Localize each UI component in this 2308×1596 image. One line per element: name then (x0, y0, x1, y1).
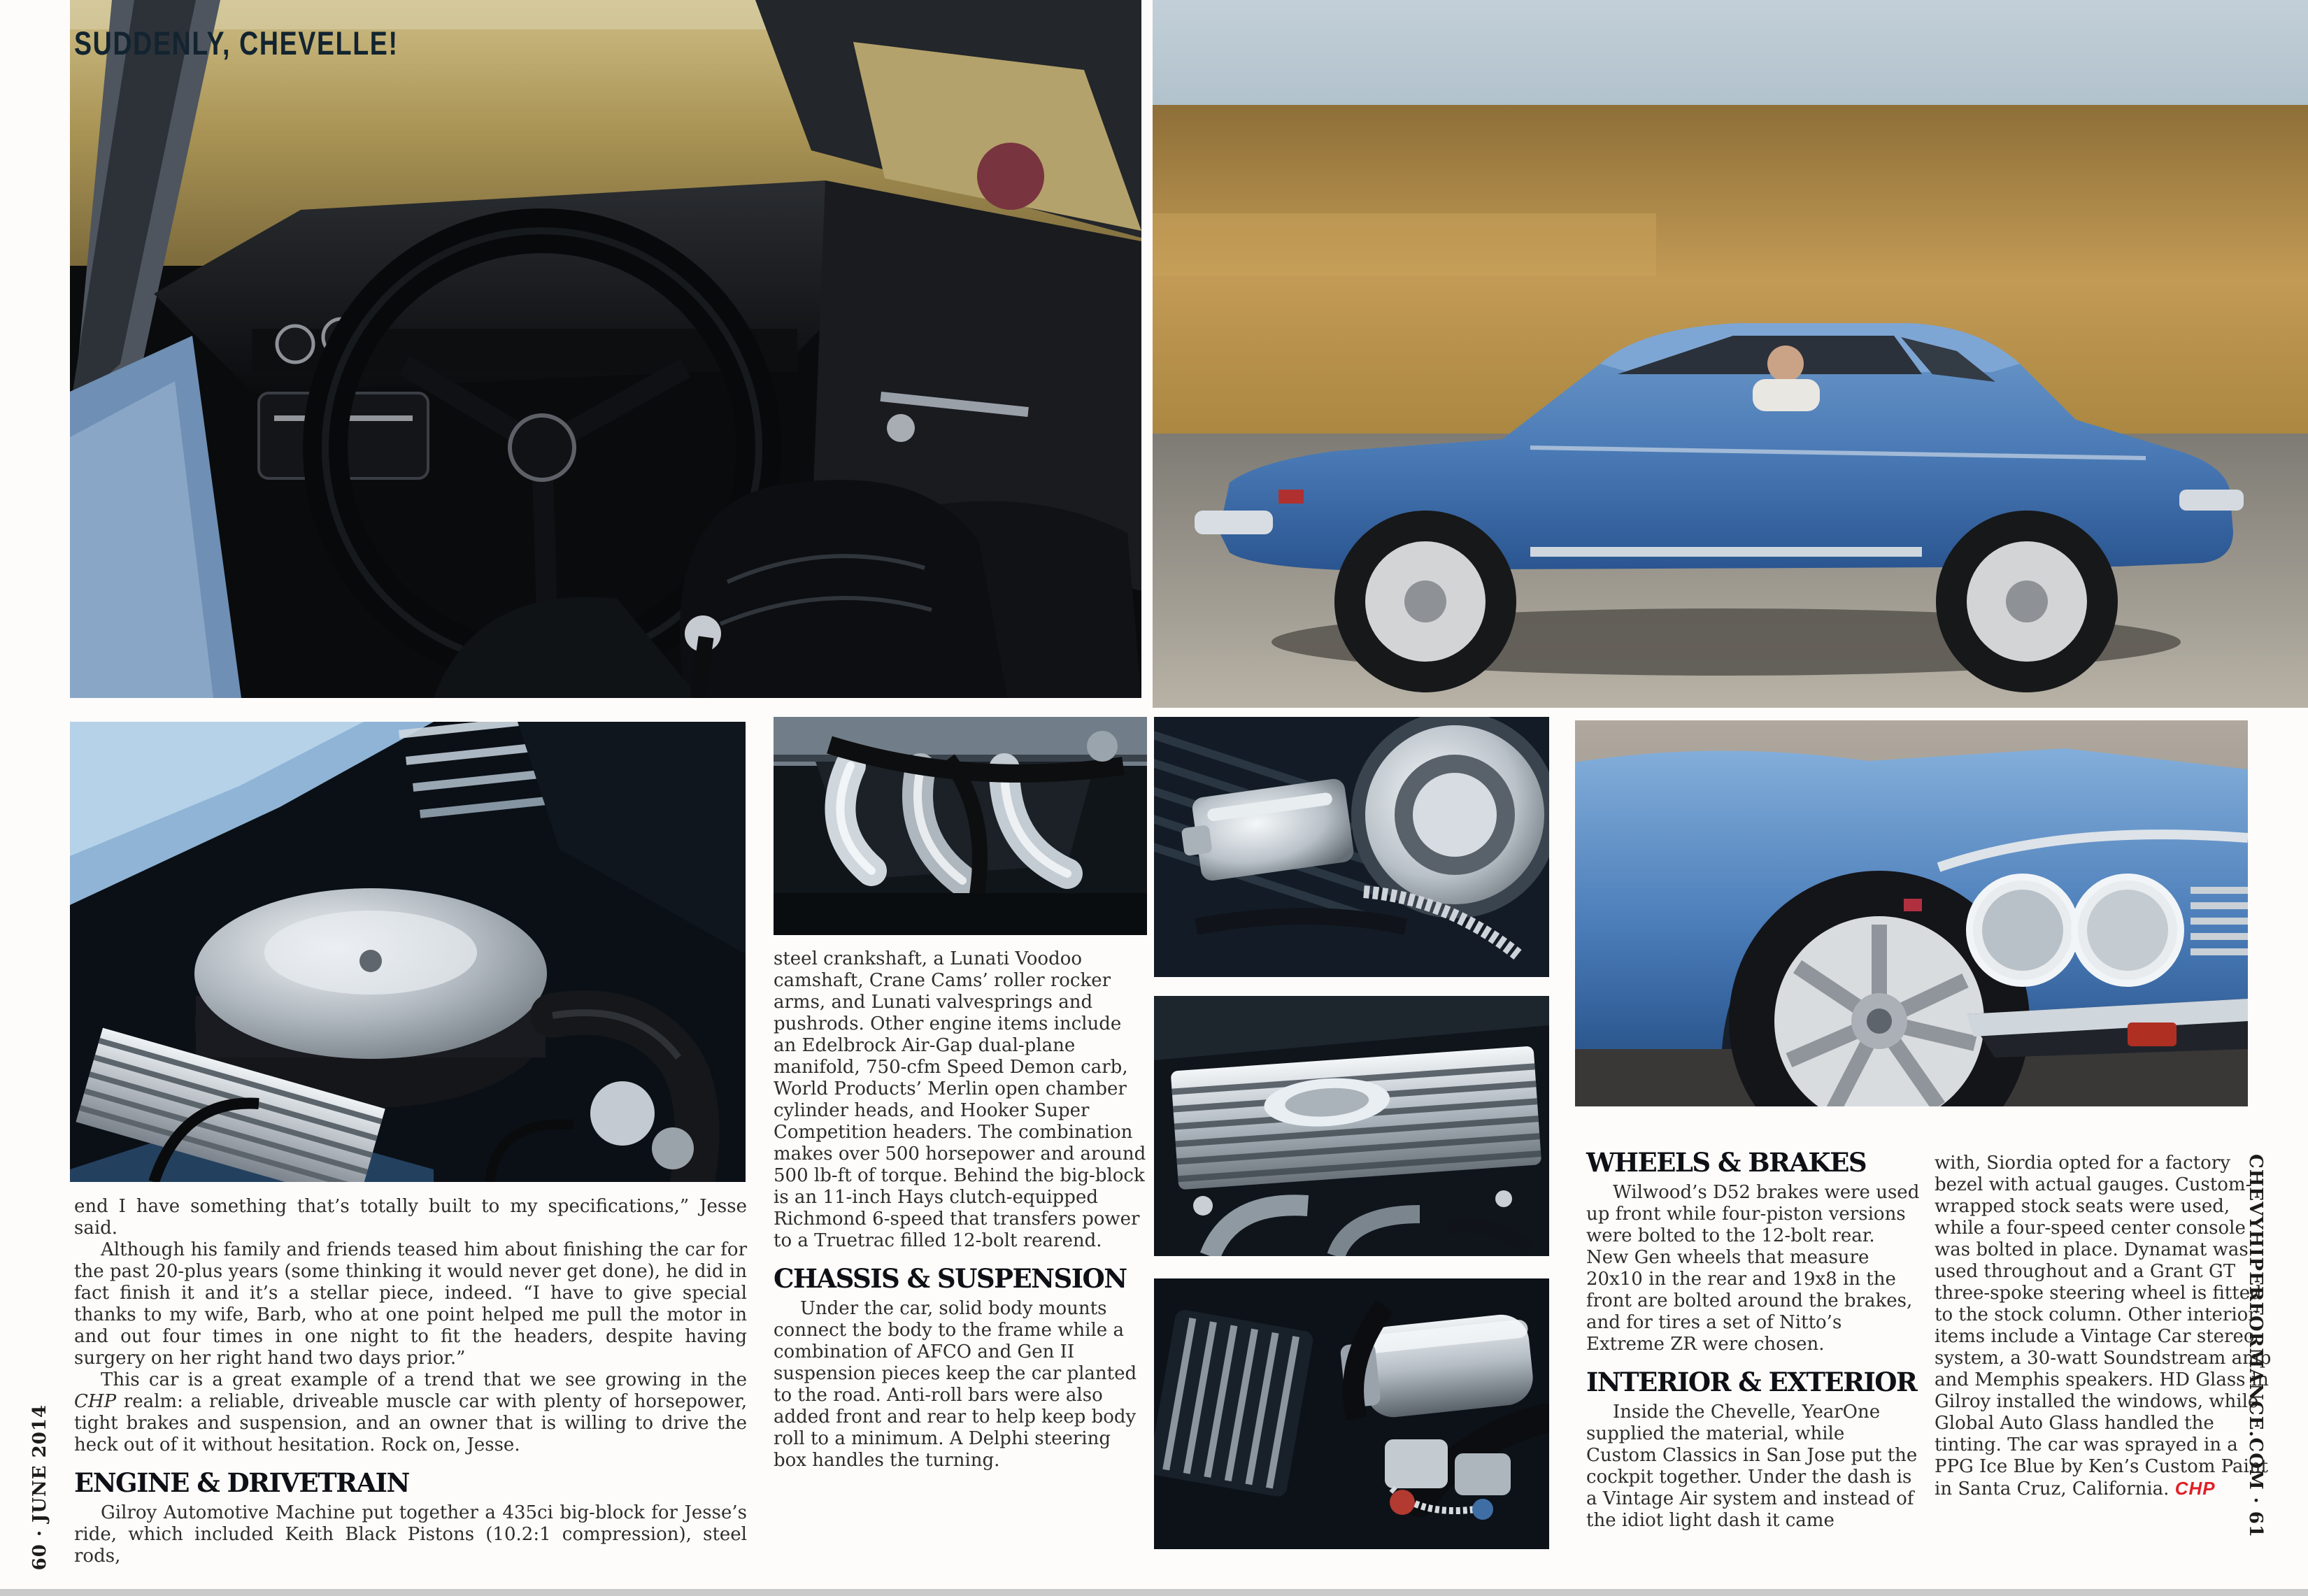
body-paragraph: Inside the Chevelle, YearOne supplied the material, while Custom Classics in San Jose put the cockpit together. Under the dash is a Vintage Air system and instead of the idiot light dash it came (1586, 1402, 1918, 1531)
right-page-folio: CHEVYHIPERFORMANCE.COM · 61 (2245, 1154, 2266, 1538)
exhaust-headers-art (774, 717, 1147, 935)
ac-compressor-photo (1154, 1278, 1549, 1549)
middle-text-column (774, 948, 1148, 1472)
body-text: realm: a reliable, driveable muscle car with plenty of horsepower, tight brakes and suspension, and an owner that is willing to drive the heck out of it without hesitation. Rock on, Jesse. (74, 1391, 747, 1455)
closing-text-column (1935, 1153, 2274, 1500)
front-wheel-photo (1575, 720, 2248, 1106)
valve-cover-photo (1154, 996, 1549, 1256)
section-heading-chassis-suspension: CHASSIS & SUSPENSION (774, 1263, 1127, 1294)
body-text: This car is a great example of a trend that we see growing in the (101, 1369, 747, 1390)
driving-car-art (1153, 0, 2308, 708)
body-text: with, Siordia opted for a factory bezel with actual gauges. Custom-wrapped stock seats were used, while a four-speed center console was bolted in place. Dynamat was used throughout and a Grant GT three-spoke steering wheel is fitted to the stock column. Other interior items include a Vintage Car stereo system, a 30-watt Soundstream amp and Memphis speakers. HD Glass in Gilroy installed the windows, while Global Auto Glass handled the tinting. The car was sprayed in a PPG Ice Blue by Ken’s Custom Paint in Santa Cruz, California. (1935, 1153, 2272, 1499)
bottom-trim-bar (0, 1589, 2308, 1596)
interior-photo (70, 0, 1141, 698)
front-wheel-art (1575, 720, 2248, 1106)
body-paragraph: end I have something that’s totally built to my specifications,” Jesse said. (74, 1196, 747, 1239)
wheels-brakes-column (1586, 1148, 1921, 1532)
chp-end-tag: CHP (2174, 1478, 2216, 1499)
body-paragraph: Gilroy Automotive Machine put together a 435ci big-block for Jesse’s ride, which included Keith Black Pistons (10.2:1 compression), steel rods, (74, 1502, 747, 1567)
brake-booster-photo (1154, 717, 1549, 977)
body-paragraph (74, 1369, 747, 1456)
body-paragraph: Wilwood’s D52 brakes were used up front while four-piston versions were bolted to the 12-bolt rear. New Gen wheels that measure 20x10 in the rear and 19x8 in the front are bolted around the brakes, and for tires a set of Nitto’s Extreme ZR were chosen. (1586, 1182, 1920, 1355)
left-page-folio: 60 · JUNE 2014 (29, 1404, 50, 1571)
brake-booster-art (1154, 717, 1549, 977)
engine-bay-photo (70, 722, 746, 1182)
valve-cover-art (1154, 996, 1549, 1256)
article-title: SUDDENLY, CHEVELLE! (74, 24, 399, 62)
body-paragraph (1935, 1153, 2274, 1500)
section-heading-engine-drivetrain: ENGINE & DRIVETRAIN (74, 1467, 409, 1498)
interior-photo-art (70, 0, 1141, 698)
section-heading-wheels-brakes: WHEELS & BRAKES (1586, 1147, 1867, 1178)
body-paragraph: Under the car, solid body mounts connect the body to the frame while a combination of AFCO and Gen II suspension pieces keep the car planted to the road. Anti-roll bars were also added front and rear to help keep body roll to a minimum. A Delphi steering box handles the turning. (774, 1298, 1137, 1471)
driving-car-photo (1153, 0, 2308, 708)
section-heading-interior-exterior: INTERIOR & EXTERIOR (1586, 1367, 1917, 1397)
ac-compressor-art (1154, 1278, 1549, 1549)
chp-magazine-name: CHP (74, 1391, 117, 1412)
body-paragraph: steel crankshaft, a Lunati Voodoo camshaft, Crane Cams’ roller rocker arms, and Lunati valvesprings and pushrods. Other engine items include an Edelbrock Air-Gap dual-plane manifold, 750-cfm Speed Demon carb, World Products’ Merlin open chamber cylinder heads, and Hooker Super Competition headers. The combination makes over 500 horsepower and around 500 lb-ft of torque. Behind the big-block is an 11-inch Hays clutch-equipped Richmond 6-speed that transfers power to a Truetrac filled 12-bolt rearend. (774, 948, 1146, 1251)
engine-bay-art (70, 722, 746, 1182)
body-paragraph: Although his family and friends teased him about finishing the car for the past 20-plus years (some thinking it would never get done), he did in fact finish it and it’s a stellar piece, indeed. “I have to give special thanks to my wife, Barb, who at one point helped me pull the motor in and out four times in one night to fit the headers, despite having surgery on her right hand two days prior.” (74, 1239, 747, 1369)
left-text-column (74, 1196, 747, 1567)
exhaust-headers-photo (774, 717, 1147, 935)
